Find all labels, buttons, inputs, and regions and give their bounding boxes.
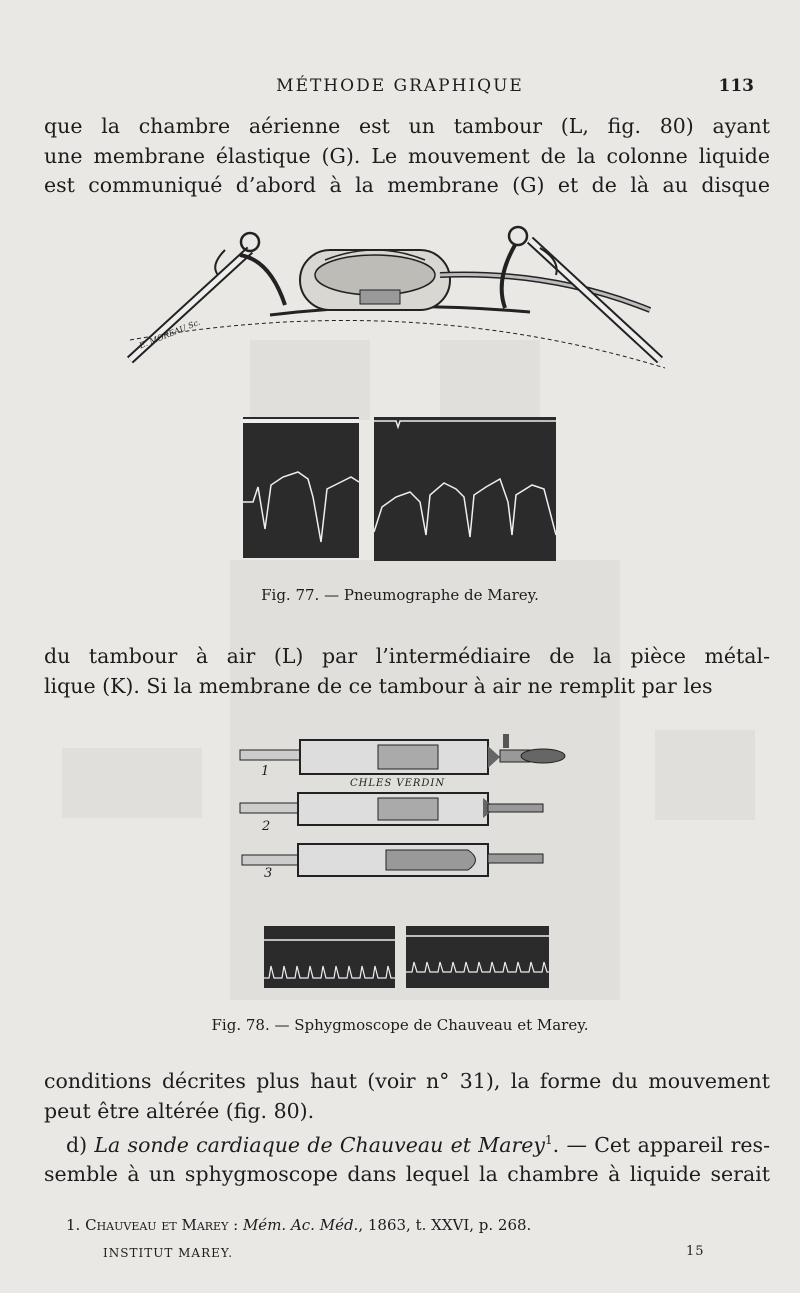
italic-term: La sonde cardiaque de Chauveau et Marey <box>94 1132 545 1157</box>
body-paragraph-3 <box>44 1067 770 1126</box>
body-paragraph-1 <box>44 112 770 201</box>
bleed-through-shadow <box>655 730 755 820</box>
text-line: peut être altérée (fig. 80). <box>44 1098 315 1123</box>
engraver-signature: E. MOREAU Sc. <box>138 317 202 351</box>
sphygmoscope-label-3: 3 <box>264 866 273 881</box>
footer-institute: INSTITUT MAREY. <box>103 1246 234 1260</box>
sphygmoscope-engraving <box>238 728 578 888</box>
footnote <box>66 1216 531 1234</box>
text-line: conditions décrites plus haut (voir n° 31), la forme du mouvement <box>44 1069 770 1093</box>
footnote-details: , 1863, t. XXVI, p. 268. <box>358 1216 532 1234</box>
body-paragraph-4 <box>44 1126 770 1190</box>
figure-78-caption: Fig. 78. — Sphygmoscope de Chauveau et Marey. <box>211 1016 589 1034</box>
footnote-journal: Mém. Ac. Méd. <box>242 1216 359 1234</box>
text-line: est communiqué d’abord à la membrane (G) et de là au disque <box>44 173 770 197</box>
maker-label: CHLES VERDIN <box>350 778 446 789</box>
pneumograph-tracing-right <box>374 417 556 561</box>
text-line <box>44 1126 770 1160</box>
text-line: du tambour à air (L) par l’intermédiaire de la pièce métal- <box>44 644 770 668</box>
text-line: lique (K). Si la membrane de ce tambour à air ne remplit par les <box>44 673 713 698</box>
text-line: que la chambre aérienne est un tambour (L, fig. 80) ayant <box>44 114 770 138</box>
sphygmoscope-label-1: 1 <box>261 764 270 779</box>
text-line: une membrane élastique (G). Le mouvement de la colonne liquide <box>44 143 770 168</box>
figure-77-caption: Fig. 77. — Pneumographe de Marey. <box>261 586 539 604</box>
footnote-authors: Chauveau et Marey : <box>85 1216 239 1234</box>
footer-signature: 15 <box>686 1244 705 1259</box>
text-line: semble à un sphygmoscope dans lequel la chambre à liquide serait <box>44 1162 770 1187</box>
pneumograph-tracing-left <box>243 417 359 558</box>
page-number: 113 <box>718 76 754 96</box>
footnote-number: 1. <box>66 1216 81 1234</box>
sphygmoscope-label-2: 2 <box>262 819 271 834</box>
text-fragment: . — Cet appareil res- <box>552 1132 770 1157</box>
sphygmoscope-tracing-left <box>264 926 395 988</box>
bleed-through-shadow <box>62 748 202 818</box>
pneumograph-engraving <box>110 220 680 380</box>
body-paragraph-2 <box>44 642 770 701</box>
footnote-ref: 1 <box>545 1133 553 1147</box>
sphygmoscope-tracing-right <box>406 926 549 988</box>
running-head <box>0 74 800 100</box>
item-letter: d) <box>66 1132 95 1157</box>
running-title: MÉTHODE GRAPHIQUE <box>276 76 524 96</box>
